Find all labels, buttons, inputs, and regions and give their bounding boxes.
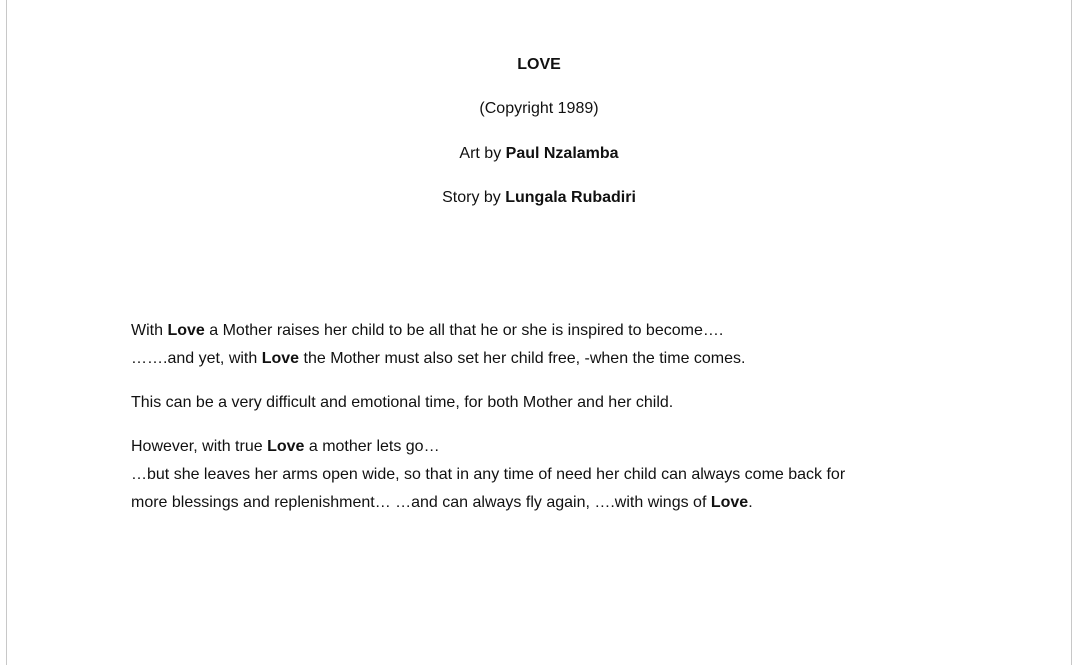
paragraph-2-line-1: This can be a very difficult and emotional time, for both Mother and her child. <box>131 394 674 411</box>
love-emphasis: Love <box>267 438 305 455</box>
paragraph-1-line-1 <box>131 317 1031 345</box>
paragraph-3-line-2: …but she leaves her arms open wide, so that in any time of need her child can always come back for <box>131 466 846 483</box>
text-run: the Mother must also set her child free, -when the time comes. <box>299 350 746 367</box>
text-run: . <box>748 494 753 511</box>
text-run: …….and yet, with <box>131 350 262 367</box>
paragraph-3-line-3 <box>131 489 1031 517</box>
paragraph-2 <box>131 389 1031 417</box>
author-name: Lungala Rubadiri <box>505 189 636 206</box>
story-credit-prefix: Story by <box>442 189 506 206</box>
paragraph-1 <box>131 317 1031 373</box>
text-run: With <box>131 322 168 339</box>
text-run: more blessings and replenishment… …and can always fly again, ….with wings of <box>131 494 711 511</box>
story-credit <box>7 188 1071 208</box>
text-run: However, with true <box>131 438 268 455</box>
paragraph-3-line-1 <box>131 433 1031 461</box>
love-emphasis: Love <box>710 494 749 511</box>
art-credit-prefix: Art by <box>459 145 506 162</box>
text-run: a mother lets go… <box>304 438 440 455</box>
artist-name: Paul Nzalamba <box>505 145 619 162</box>
love-emphasis: Love <box>261 350 300 367</box>
document-page <box>6 0 1072 665</box>
paragraph-1-line-2 <box>131 345 1031 373</box>
paragraph-3 <box>131 433 1031 517</box>
text-run: a Mother raises her child to be all that he or she is inspired to become…. <box>204 322 724 339</box>
love-emphasis: Love <box>167 322 205 339</box>
copyright-line: (Copyright 1989) <box>479 100 599 117</box>
document-title: LOVE <box>517 56 561 73</box>
art-credit <box>7 144 1071 164</box>
